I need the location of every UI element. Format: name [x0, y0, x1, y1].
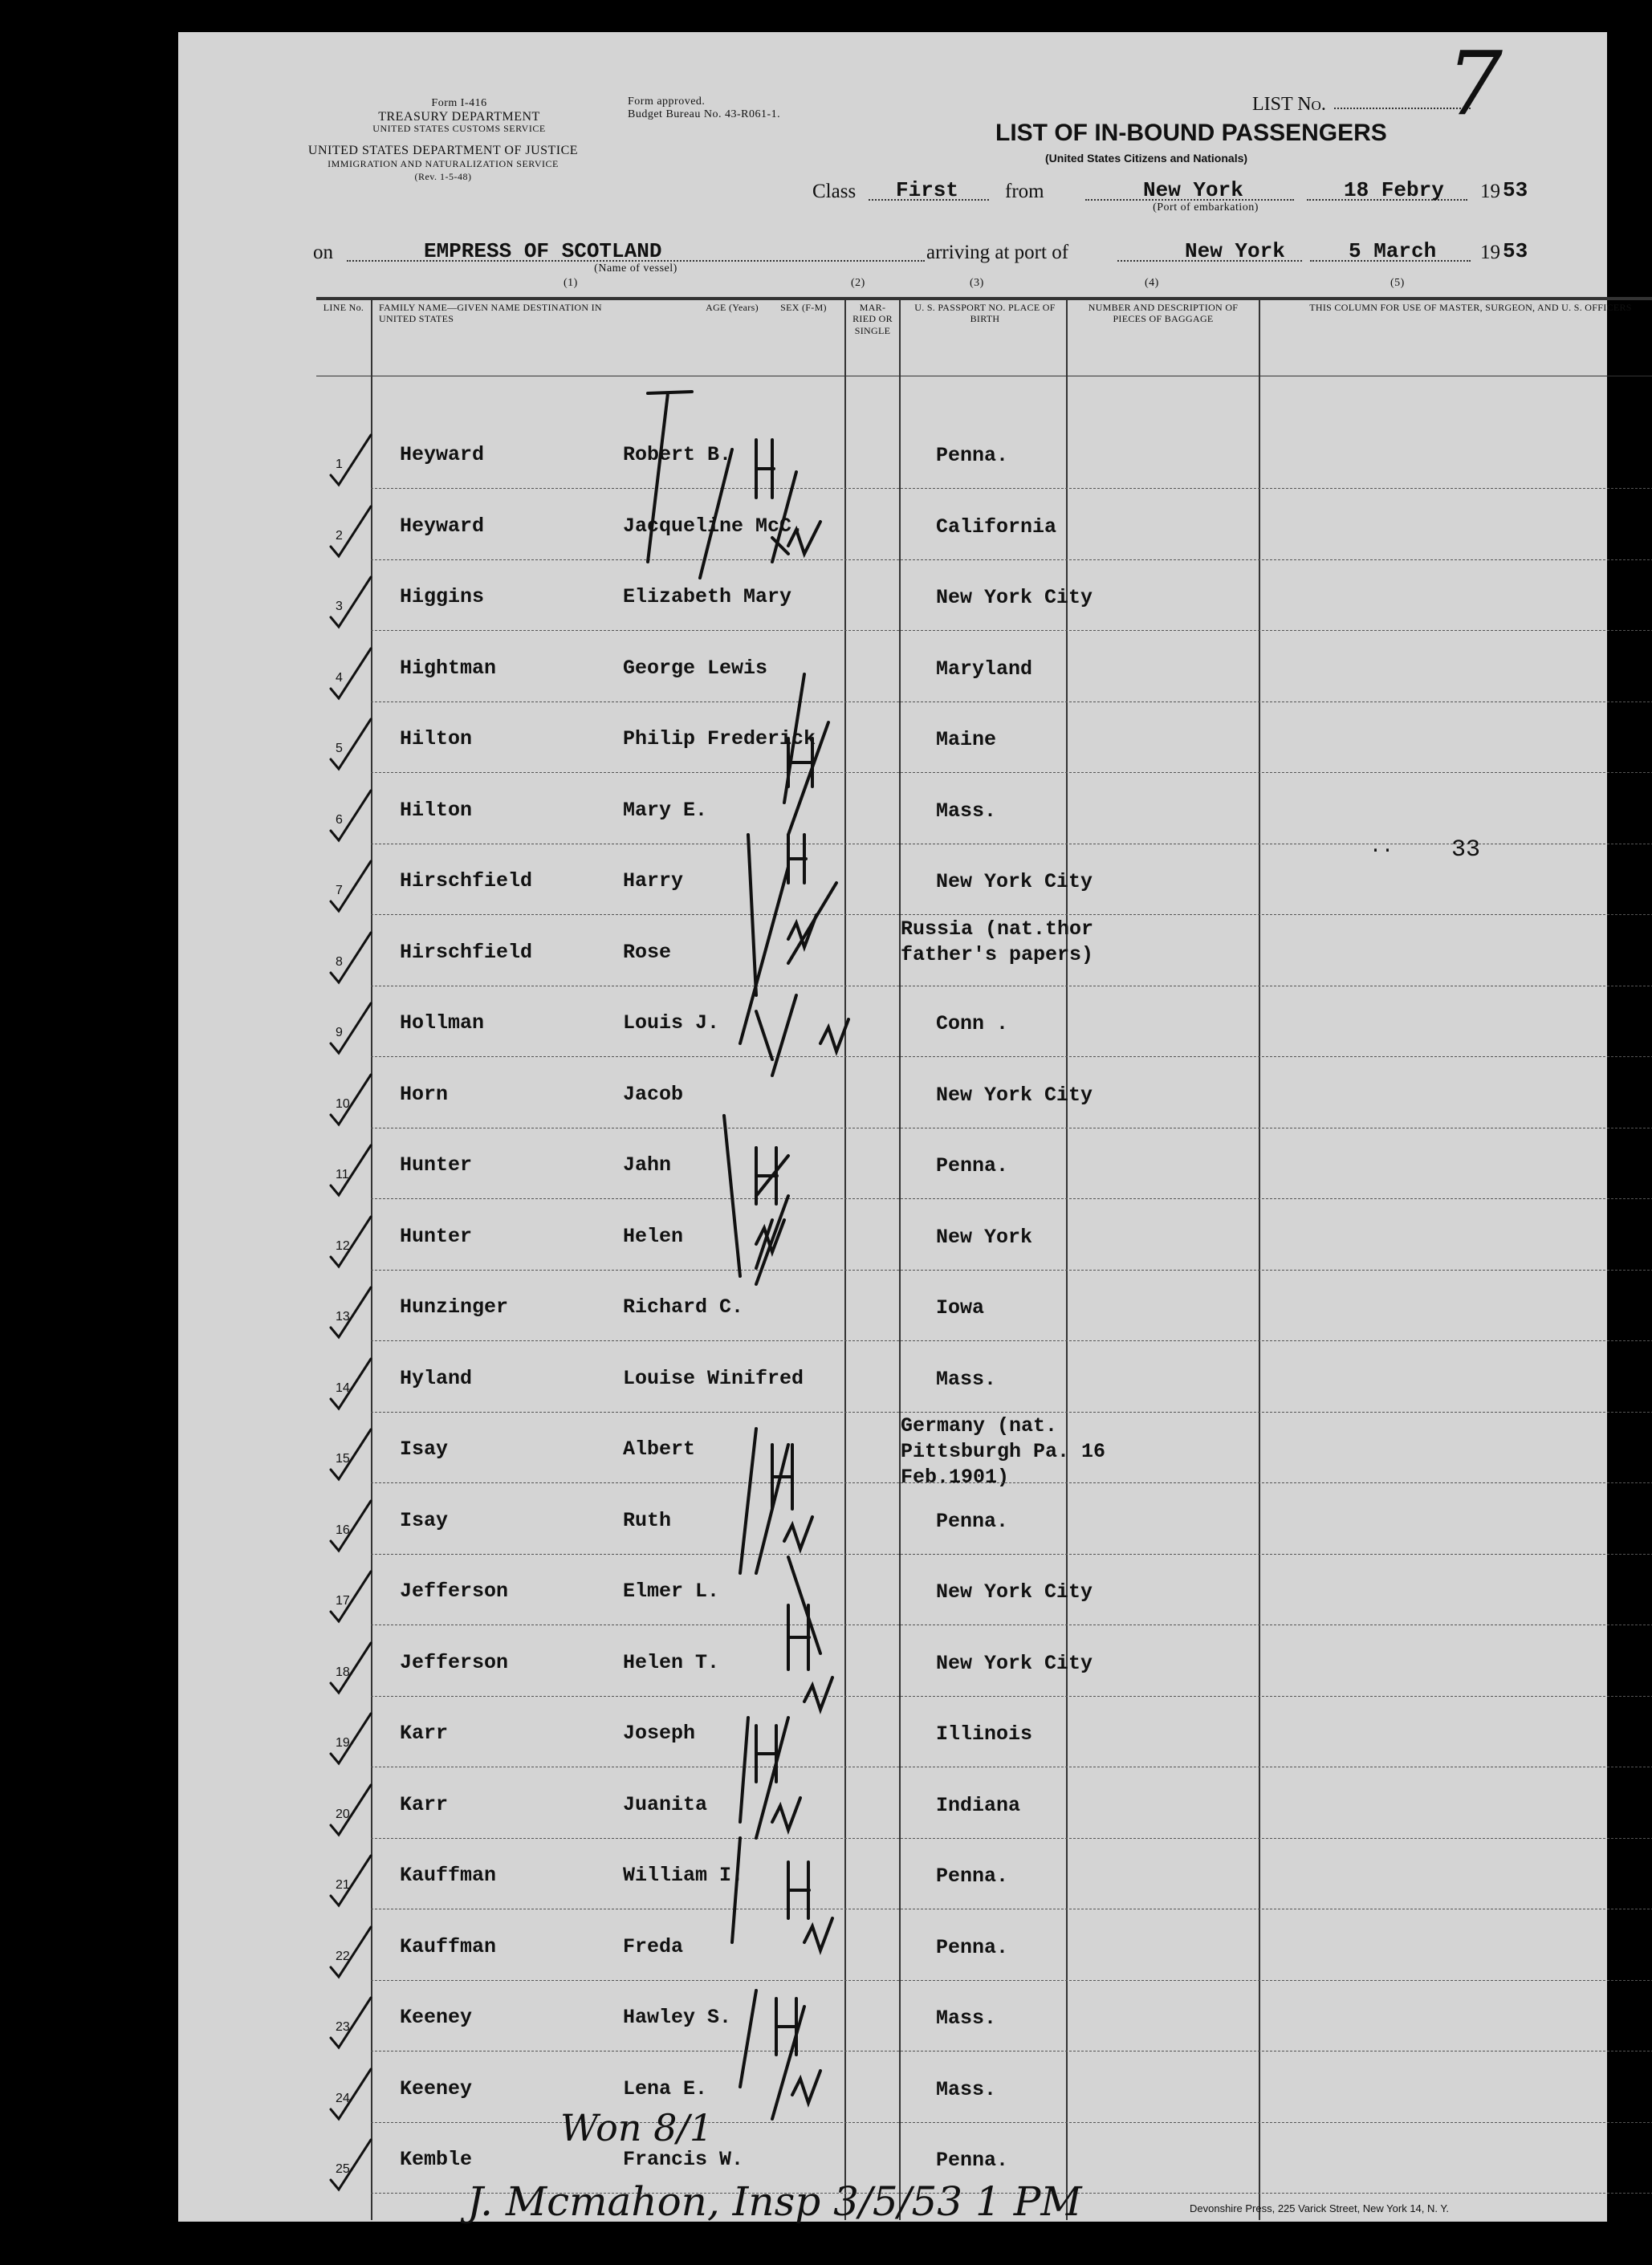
check-mark	[331, 1785, 371, 1835]
check-mark	[331, 1714, 371, 1763]
class-value: First	[896, 178, 959, 202]
line-number: 25	[336, 2162, 350, 2176]
column-number: (3)	[970, 277, 984, 289]
family-name: Isay	[400, 1509, 449, 1532]
line-number: 6	[336, 813, 343, 827]
line-number: 1	[336, 457, 343, 471]
line-number: 3	[336, 600, 343, 613]
given-name: George Lewis	[623, 657, 768, 680]
place-of-birth: Mass.	[936, 799, 997, 823]
line-number: 7	[336, 884, 343, 897]
ins-service: IMMIGRATION AND NATURALIZATION SERVICE	[328, 158, 559, 169]
list-title: LIST OF IN-BOUND PASSENGERS	[995, 120, 1387, 146]
family-name: Karr	[400, 1722, 449, 1745]
check-mark	[331, 719, 371, 769]
given-name: Philip Frederick	[623, 727, 816, 750]
column-number: (5)	[1390, 277, 1405, 289]
line-number: 18	[336, 1665, 350, 1679]
given-name: Freda	[623, 1935, 684, 1958]
arriving-label: arriving at port of	[926, 242, 1069, 263]
header-sex: SEX (F-M)	[780, 302, 827, 313]
form-approved: Form approved.	[628, 96, 706, 108]
check-mark	[331, 1572, 371, 1621]
line-number: 10	[336, 1097, 350, 1111]
line-number: 23	[336, 2020, 350, 2034]
check-mark	[331, 1501, 371, 1551]
header-passport: U. S. PASSPORT NO. PLACE OF BIRTH	[914, 302, 1056, 325]
family-name: Keeney	[400, 2006, 473, 2029]
place-of-birth: New York City	[936, 1580, 1093, 1604]
header-married: MAR-RIED OR SINGLE	[852, 302, 893, 336]
place-of-birth: Iowa	[936, 1296, 985, 1320]
check-mark	[331, 1217, 371, 1267]
place-of-birth: Mass.	[936, 2078, 997, 2101]
arrival-port: New York	[1185, 239, 1285, 263]
line-number: 14	[336, 1381, 350, 1395]
check-mark	[331, 861, 371, 911]
family-name: Hirschfield	[400, 869, 533, 893]
family-name: Hollman	[400, 1011, 485, 1035]
given-name: Rose	[623, 941, 672, 964]
place-of-birth: Mass.	[936, 2007, 997, 2030]
vessel-caption: (Name of vessel)	[594, 262, 677, 274]
line-number: 16	[336, 1523, 350, 1537]
depart-year: 53	[1503, 178, 1528, 202]
check-mark	[331, 435, 371, 485]
line-number: 12	[336, 1239, 350, 1253]
family-name: Hightman	[400, 657, 497, 680]
family-name: Hunter	[400, 1153, 473, 1177]
given-name: Elizabeth Mary	[623, 585, 792, 608]
place-of-birth: New York	[936, 1226, 1033, 1249]
line-number: 24	[336, 2092, 350, 2105]
family-name: Higgins	[400, 585, 485, 608]
officer-mark: ..	[1369, 835, 1394, 858]
line-number: 21	[336, 1878, 350, 1892]
line-number: 22	[336, 1950, 350, 1963]
given-name: Louise Winifred	[623, 1367, 804, 1390]
given-name: Jacqueline McC.	[623, 514, 804, 538]
family-name: Jefferson	[400, 1651, 509, 1674]
family-name: Horn	[400, 1083, 449, 1106]
given-name: William I.	[623, 1864, 744, 1887]
family-name: Hilton	[400, 799, 473, 822]
header-name: FAMILY NAME—GIVEN NAME DESTINATION IN UNITED STATES	[379, 302, 602, 325]
list-no-value: 7	[1447, 32, 1503, 135]
header-line-no: LINE No.	[323, 302, 364, 313]
column-number: (1)	[564, 277, 578, 289]
place-of-birth: Maine	[936, 728, 997, 751]
family-name: Hilton	[400, 727, 473, 750]
line-number: 15	[336, 1452, 350, 1466]
place-of-birth: New York City	[936, 586, 1093, 609]
place-of-birth: Germany (nat. Pittsburgh Pa. 16 Feb.1901)	[901, 1414, 1106, 1489]
inspector-signature: J. Mcmahon, Insp 3/5/53 1 PM	[467, 2178, 1082, 2225]
place-of-birth: Penna.	[936, 2149, 1009, 2172]
given-name: Joseph	[623, 1722, 696, 1745]
form-number: Form I-416	[431, 97, 487, 109]
family-name: Karr	[400, 1793, 449, 1816]
treasury-department: TREASURY DEPARTMENT	[378, 110, 540, 124]
from-label: from	[1005, 181, 1044, 202]
family-name: Kemble	[400, 2148, 473, 2171]
list-subtitle: (United States Citizens and Nationals)	[1045, 152, 1248, 165]
given-name: Hawley S.	[623, 2006, 732, 2029]
place-of-birth: Mass.	[936, 1368, 997, 1391]
header-baggage: NUMBER AND DESCRIPTION OF PIECES OF BAGGAGE	[1088, 302, 1239, 325]
list-no-label: LIST No.	[1252, 94, 1326, 115]
place-of-birth: Maryland	[936, 657, 1033, 681]
check-mark	[331, 577, 371, 627]
place-of-birth: New York City	[936, 870, 1093, 893]
header-officers: THIS COLUMN FOR USE OF MASTER, SURGEON, AND U. S. OFFICERS	[1309, 302, 1632, 313]
place-of-birth: Illinois	[936, 1722, 1033, 1746]
family-name: Keeney	[400, 2077, 473, 2100]
line-number: 8	[336, 955, 343, 969]
given-name: Ruth	[623, 1509, 672, 1532]
manifest-page	[178, 32, 1632, 2225]
family-name: Hirschfield	[400, 941, 533, 964]
check-mark	[331, 1927, 371, 1977]
family-name: Hunzinger	[400, 1295, 509, 1319]
place-of-birth: New York City	[936, 1084, 1093, 1107]
given-name: Helen T.	[623, 1651, 720, 1674]
check-mark	[331, 506, 371, 556]
line-number: 5	[336, 742, 343, 755]
line-number: 2	[336, 529, 343, 543]
family-name: Isay	[400, 1437, 449, 1461]
place-of-birth: Penna.	[936, 1936, 1009, 1959]
depart-date: 18 Febry	[1344, 178, 1444, 202]
port-embarkation-caption: (Port of embarkation)	[1153, 201, 1259, 213]
check-mark	[331, 2069, 371, 2119]
check-mark	[331, 649, 371, 698]
family-name: Heyward	[400, 443, 485, 466]
place-of-birth: Penna.	[936, 1154, 1009, 1177]
check-mark	[331, 1856, 371, 1905]
line-number: 13	[336, 1310, 350, 1324]
place-of-birth: New York City	[936, 1652, 1093, 1675]
place-of-birth: Penna.	[936, 1510, 1009, 1533]
arrival-year: 53	[1503, 239, 1528, 263]
check-mark	[331, 1075, 371, 1124]
family-name: Hyland	[400, 1367, 473, 1390]
family-name: Hunter	[400, 1225, 473, 1248]
given-name: Louis J.	[623, 1011, 720, 1035]
given-name: Elmer L.	[623, 1580, 720, 1603]
place-of-birth: Indiana	[936, 1794, 1021, 1817]
place-of-birth: Penna.	[936, 1864, 1009, 1888]
place-of-birth: Russia (nat.thor father's papers)	[901, 917, 1094, 966]
check-mark	[331, 1359, 371, 1409]
justice-department: UNITED STATES DEPARTMENT OF JUSTICE	[307, 144, 579, 157]
check-mark	[331, 791, 371, 840]
check-mark	[331, 2140, 371, 2190]
handwritten-marks	[178, 32, 1607, 2222]
check-mark	[331, 1643, 371, 1693]
line-number: 9	[336, 1026, 343, 1039]
given-name: Richard C.	[623, 1295, 744, 1319]
place-of-birth: California	[936, 515, 1057, 539]
check-mark	[331, 933, 371, 982]
arrival-date: 5 March	[1349, 239, 1437, 263]
family-name: Kauffman	[400, 1864, 497, 1887]
customs-service: UNITED STATES CUSTOMS SERVICE	[372, 123, 546, 134]
family-name: Heyward	[400, 514, 485, 538]
given-name: Jacob	[623, 1083, 684, 1106]
given-name: Albert	[623, 1437, 696, 1461]
column-number: (2)	[851, 277, 865, 289]
header-age: AGE (Years)	[706, 302, 759, 313]
class-label: Class	[812, 181, 857, 202]
check-mark	[331, 1003, 371, 1053]
vessel-name: EMPRESS OF SCOTLAND	[424, 239, 662, 263]
printer-imprint: Devonshire Press, 225 Varick Street, New York 14, N. Y.	[1190, 2202, 1449, 2214]
line-number: 19	[336, 1736, 350, 1750]
check-mark	[331, 1998, 371, 2047]
given-name: Harry	[623, 869, 684, 893]
place-of-birth: Conn .	[936, 1012, 1009, 1035]
given-name: Lena E.	[623, 2077, 708, 2100]
handwritten-note: Won 8/1	[560, 2106, 714, 2149]
place-of-birth: Penna.	[936, 444, 1009, 467]
column-number: (4)	[1145, 277, 1159, 289]
given-name: Helen	[623, 1225, 684, 1248]
family-name: Jefferson	[400, 1580, 509, 1603]
check-mark	[331, 1145, 371, 1195]
budget-bureau: Budget Bureau No. 43-R061-1.	[628, 108, 781, 120]
family-name: Kauffman	[400, 1935, 497, 1958]
officer-note: 33	[1451, 836, 1481, 864]
depart-year-prefix: 19	[1480, 181, 1500, 202]
given-name: Francis W.	[623, 2148, 744, 2171]
line-number: 4	[336, 671, 343, 685]
line-number: 17	[336, 1594, 350, 1608]
on-label: on	[313, 242, 333, 263]
line-number: 20	[336, 1808, 350, 1821]
check-mark	[331, 1287, 371, 1337]
arrival-year-prefix: 19	[1480, 242, 1500, 263]
given-name: Robert B.	[623, 443, 732, 466]
line-number: 11	[336, 1168, 349, 1181]
check-mark	[331, 1429, 371, 1479]
from-value: New York	[1143, 178, 1243, 202]
given-name: Juanita	[623, 1793, 708, 1816]
form-revision: (Rev. 1-5-48)	[414, 171, 472, 182]
given-name: Jahn	[623, 1153, 672, 1177]
given-name: Mary E.	[623, 799, 708, 822]
